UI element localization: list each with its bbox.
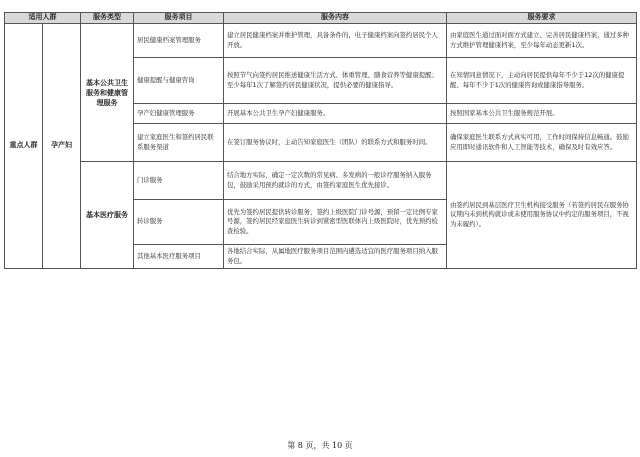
service-type-basic-medical: 基本医疗服务 [81,162,134,269]
population-group: 重点人群 [5,24,43,269]
service-item: 建立家庭医生和签约居民联系服务渠道 [134,124,224,162]
service-item: 健康提醒与健康咨询 [134,58,224,104]
header-service-content: 服务内容 [224,13,447,24]
service-content: 各地结合实际，从属地医疗服务项目范围内遴选适宜的医疗服务项目纳入服务包。 [224,245,447,269]
header-service-requirement: 服务要求 [447,13,637,24]
header-population: 适用人群 [5,13,81,24]
service-requirement: 由家庭医生通过面对面方式建立、完善居民健康档案，通过多种方式维护管理健康档案，至少每年动态更新1次。 [447,24,637,58]
header-service-type: 服务类型 [81,13,134,24]
population-subgroup: 孕产妇 [43,24,81,269]
service-table [4,12,637,269]
service-content: 按照节气向签约居民推送健康生活方式、体重管理、膳食营养等健康提醒；至少每年1次了解签约居民健康状况，提供必要的健康指导。 [224,58,447,104]
service-requirement: 在知情同意情况下，主动向居民提供每年不少于12次的健康提醒、每年不少于1次的健康咨询或健康指导服务。 [447,58,637,104]
service-requirement: 按照国家基本公共卫生服务规范开展。 [447,104,637,124]
service-type-public-health: 基本公共卫生服务和健康管理服务 [81,24,134,162]
service-item: 其他基本医疗服务项目 [134,245,224,269]
header-service-item: 服务项目 [134,13,224,24]
service-item: 孕产妇健康管理服务 [134,104,224,124]
table-row [5,24,637,58]
service-content: 在签订服务协议时，主动告知家庭医生（团队）的联系方式和服务时间。 [224,124,447,162]
service-content: 优先为签约居民提供转诊服务，签约上级医院门诊号源，预留一定比例专家号源，签约居民经家庭医生转诊到紧密型医联体内上级医院时，优先预约检查检验。 [224,200,447,245]
service-requirement: 确保家庭医生联系方式真实可用，工作时间保持信息畅通。鼓励应用即时通讯软件和人工智能等技术，确保及时有效应答。 [447,124,637,162]
service-item: 居民健康档案管理服务 [134,24,224,58]
table-header-row [5,13,637,24]
service-requirement-basic-medical: 由签约居民到基层医疗卫生机构接受服务（若签约居民在服务协议期内未到机构就诊或未使用服务协议中约定的服务项目，不视为未履约）。 [447,162,637,269]
page-number: 第 8 页，共 10 页 [287,441,353,450]
service-item: 转诊服务 [134,200,224,245]
table-row [5,162,637,200]
service-content: 结合地方实际，确定一定次数的常见病、多发病的一般诊疗服务纳入服务包，鼓励采用预约就诊的方式，由签约家庭医生优先接诊。 [224,162,447,200]
service-content: 建立居民健康档案并维护管理，具备条件的，电子健康档案向签约居民个人开放。 [224,24,447,58]
service-item: 门诊服务 [134,162,224,200]
service-content: 开展基本公共卫生孕产妇健康服务。 [224,104,447,124]
